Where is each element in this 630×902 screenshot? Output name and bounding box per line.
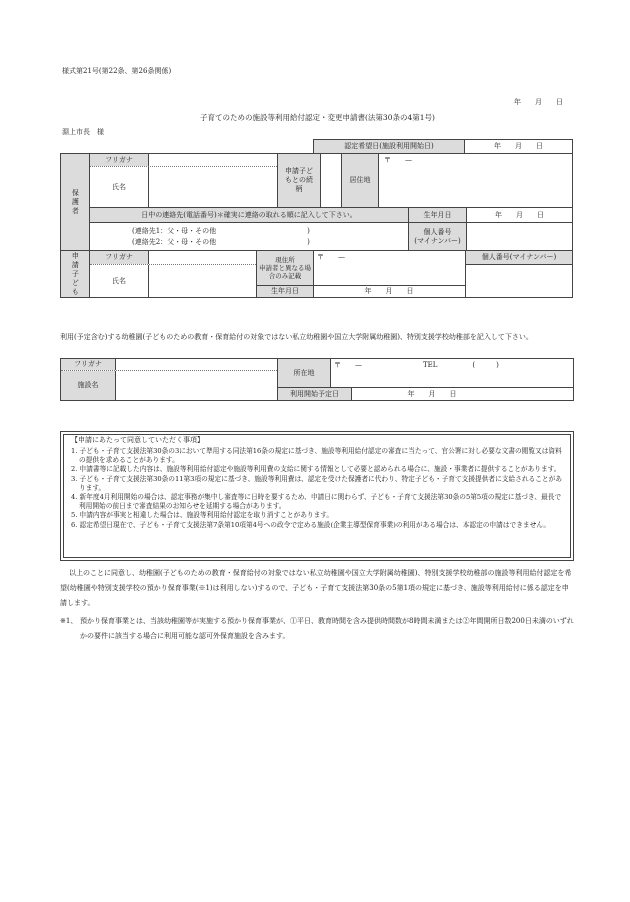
child-current-address-label: 現住所 申請者と異なる場合のみ記載 (257, 251, 314, 285)
consent-item-1: 1. 子ども・子育て支援法第30条の3において準用する同法第16条の規定に基づき、施設等利用給付認定の審査に当たって、官公署に対し必要な文書の閲覧又は資料の提供を求めることがあります。 (71, 447, 562, 465)
facility-name-field[interactable] (116, 371, 277, 400)
form-number: 様式第21号(第22条、第26条関係) (62, 67, 172, 75)
guardian-birth-field[interactable]: 年 月 日 (495, 210, 544, 219)
consent-item-6: 6. 認定希望日現在で、子ども・子育て支援法第7条第10項第4号への政令で定める施設(企業主導型保育事業)の利用がある場合は、本認定の申請はできません。 (71, 520, 551, 529)
facility-start-field[interactable]: 年 月 日 (407, 389, 457, 398)
facility-intro: 利用(予定含む)する幼稚園(子どものための教育・保育給付の対象ではない私立幼稚園や国立大学附属幼稚園)、特別支援学校幼稚部を記入して下さい。 (60, 333, 533, 341)
guardian-furigana-label: フリガナ (90, 154, 149, 166)
facility-address-label: 所在地 (278, 359, 331, 387)
consent-list (71, 447, 565, 530)
child-label (61, 251, 90, 297)
child-name-label: 氏名 (90, 265, 149, 297)
address-label: 居住地 (342, 154, 379, 207)
relation-label-text: 申請子どもとの続柄 (285, 167, 313, 193)
facility-tel[interactable]: TEL ( ) (423, 361, 499, 369)
child-furigana-label: フリガナ (90, 251, 149, 264)
child-label-text: 申請子ども (71, 251, 80, 297)
start-date-field[interactable]: 年 月 日 (464, 139, 573, 154)
guardian-label (61, 154, 90, 250)
address-field[interactable] (379, 165, 572, 206)
contact-1-field[interactable]: (連絡先1：父・母・その他 ) (132, 227, 310, 235)
child-name-field[interactable] (149, 265, 255, 297)
facility-name-label: 施設名 (61, 371, 116, 400)
consent-item-5: 5. 申請内容が事実と相違した場合は、施設等利用給付認定を取り消すことがあります。 (71, 511, 334, 520)
submission-date[interactable]: 年 月 日 (514, 98, 563, 106)
consent-item-3: 3. 子ども・子育て支援法第30条の11第3項の規定に基づき、施設等利用費は、認定を受けた保護者に代わり、特定子ども・子育て支援提供者に支給されることがあります。 (71, 474, 562, 492)
guardian-mynumber-label: 個人番号 (マイナンバー) (409, 223, 467, 250)
address-postal[interactable]: 〒 — (384, 156, 412, 164)
child-furigana-field[interactable] (149, 251, 255, 264)
form-title: 子育てのための施設等利用給付認定・変更申請書(法第30条の4第1号) (200, 113, 435, 122)
facility-furigana-field[interactable] (116, 359, 277, 370)
contact-2-field[interactable]: (連絡先2：父・母・その他 ) (132, 238, 310, 246)
facility-furigana-label: フリガナ (61, 359, 116, 370)
facility-address-field[interactable] (331, 370, 573, 386)
guardian-birth-label: 生年月日 (409, 208, 467, 222)
guardian-name-label: 氏名 (90, 167, 149, 207)
consent-item-2: 2. 申請書等に記載した内容は、施設等利用給付認定や施設等利用費の支給に関する情報として必要と認められる場合に、施設・事業者に提供することがあります。 (71, 465, 561, 474)
note-text: 預かり保育事業とは、当該幼稚園等が実施する預かり保育事業が、①平日、教育時間を含み提供時間数が8時間未満または②年間開所日数200日未満のいずれかの要件に該当する場合に利用可能な認可外保育施設を含みます。 (80, 617, 574, 640)
facility-postal[interactable]: 〒 — (334, 361, 362, 369)
child-address-field[interactable] (314, 262, 464, 285)
child-mynumber-label: 個人番号(マイナンバー) (466, 251, 572, 264)
guardian-furigana-field[interactable] (149, 154, 276, 166)
guardian-label-text: 保護者 (71, 188, 80, 216)
consent-box (60, 431, 574, 561)
child-birth-label: 生年月日 (257, 286, 314, 297)
facility-start-label: 利用開始予定日 (278, 388, 352, 400)
relation-label (278, 154, 321, 207)
addressee: 淵上市長 様 (62, 128, 104, 136)
guardian-mynumber-field[interactable] (467, 223, 572, 250)
child-postal[interactable]: 〒 — (317, 253, 345, 261)
child-birth-field[interactable]: 年 月 日 (364, 287, 414, 296)
consent-heading: 【申請にあたって同意していただく事項】 (71, 436, 204, 444)
daytime-contact-label: 日中の連絡先(電話番号)＊確実に連絡の取れる順に記入して下さい。 (90, 208, 409, 222)
declaration-paragraph: 以上のことに同意し、幼稚園(子どものための教育・保育給付の対象ではない私立幼稚園や国立大学附属幼稚園)、特別支援学校幼稚部の施設等利用給付認定を希望(幼稚園や特別支援学校の預かり保育事業(※1)は利用しない)するので、子ども・子育て支援法第30条の5第1項の規定に基づき、施設等利用給付に係る認定を申請します。 (60, 569, 572, 607)
note-mark: ※1、 (60, 617, 78, 625)
consent-item-4: 4. 新年度4月利用開始の場合は、認定事務が集中し審査等に日時を要するため、申請日に関わらず、子ども・子育て支援法第30条の5第5項の規定に基づき、最長で利用開始の前日まで審査結果のお知らせを延期する場合があります。 (71, 493, 562, 511)
child-mynumber-field[interactable] (466, 265, 572, 297)
relation-field[interactable] (321, 154, 342, 207)
guardian-name-field[interactable] (149, 167, 276, 207)
start-date-label: 認定希望日(施設利用開始日) (313, 139, 465, 154)
